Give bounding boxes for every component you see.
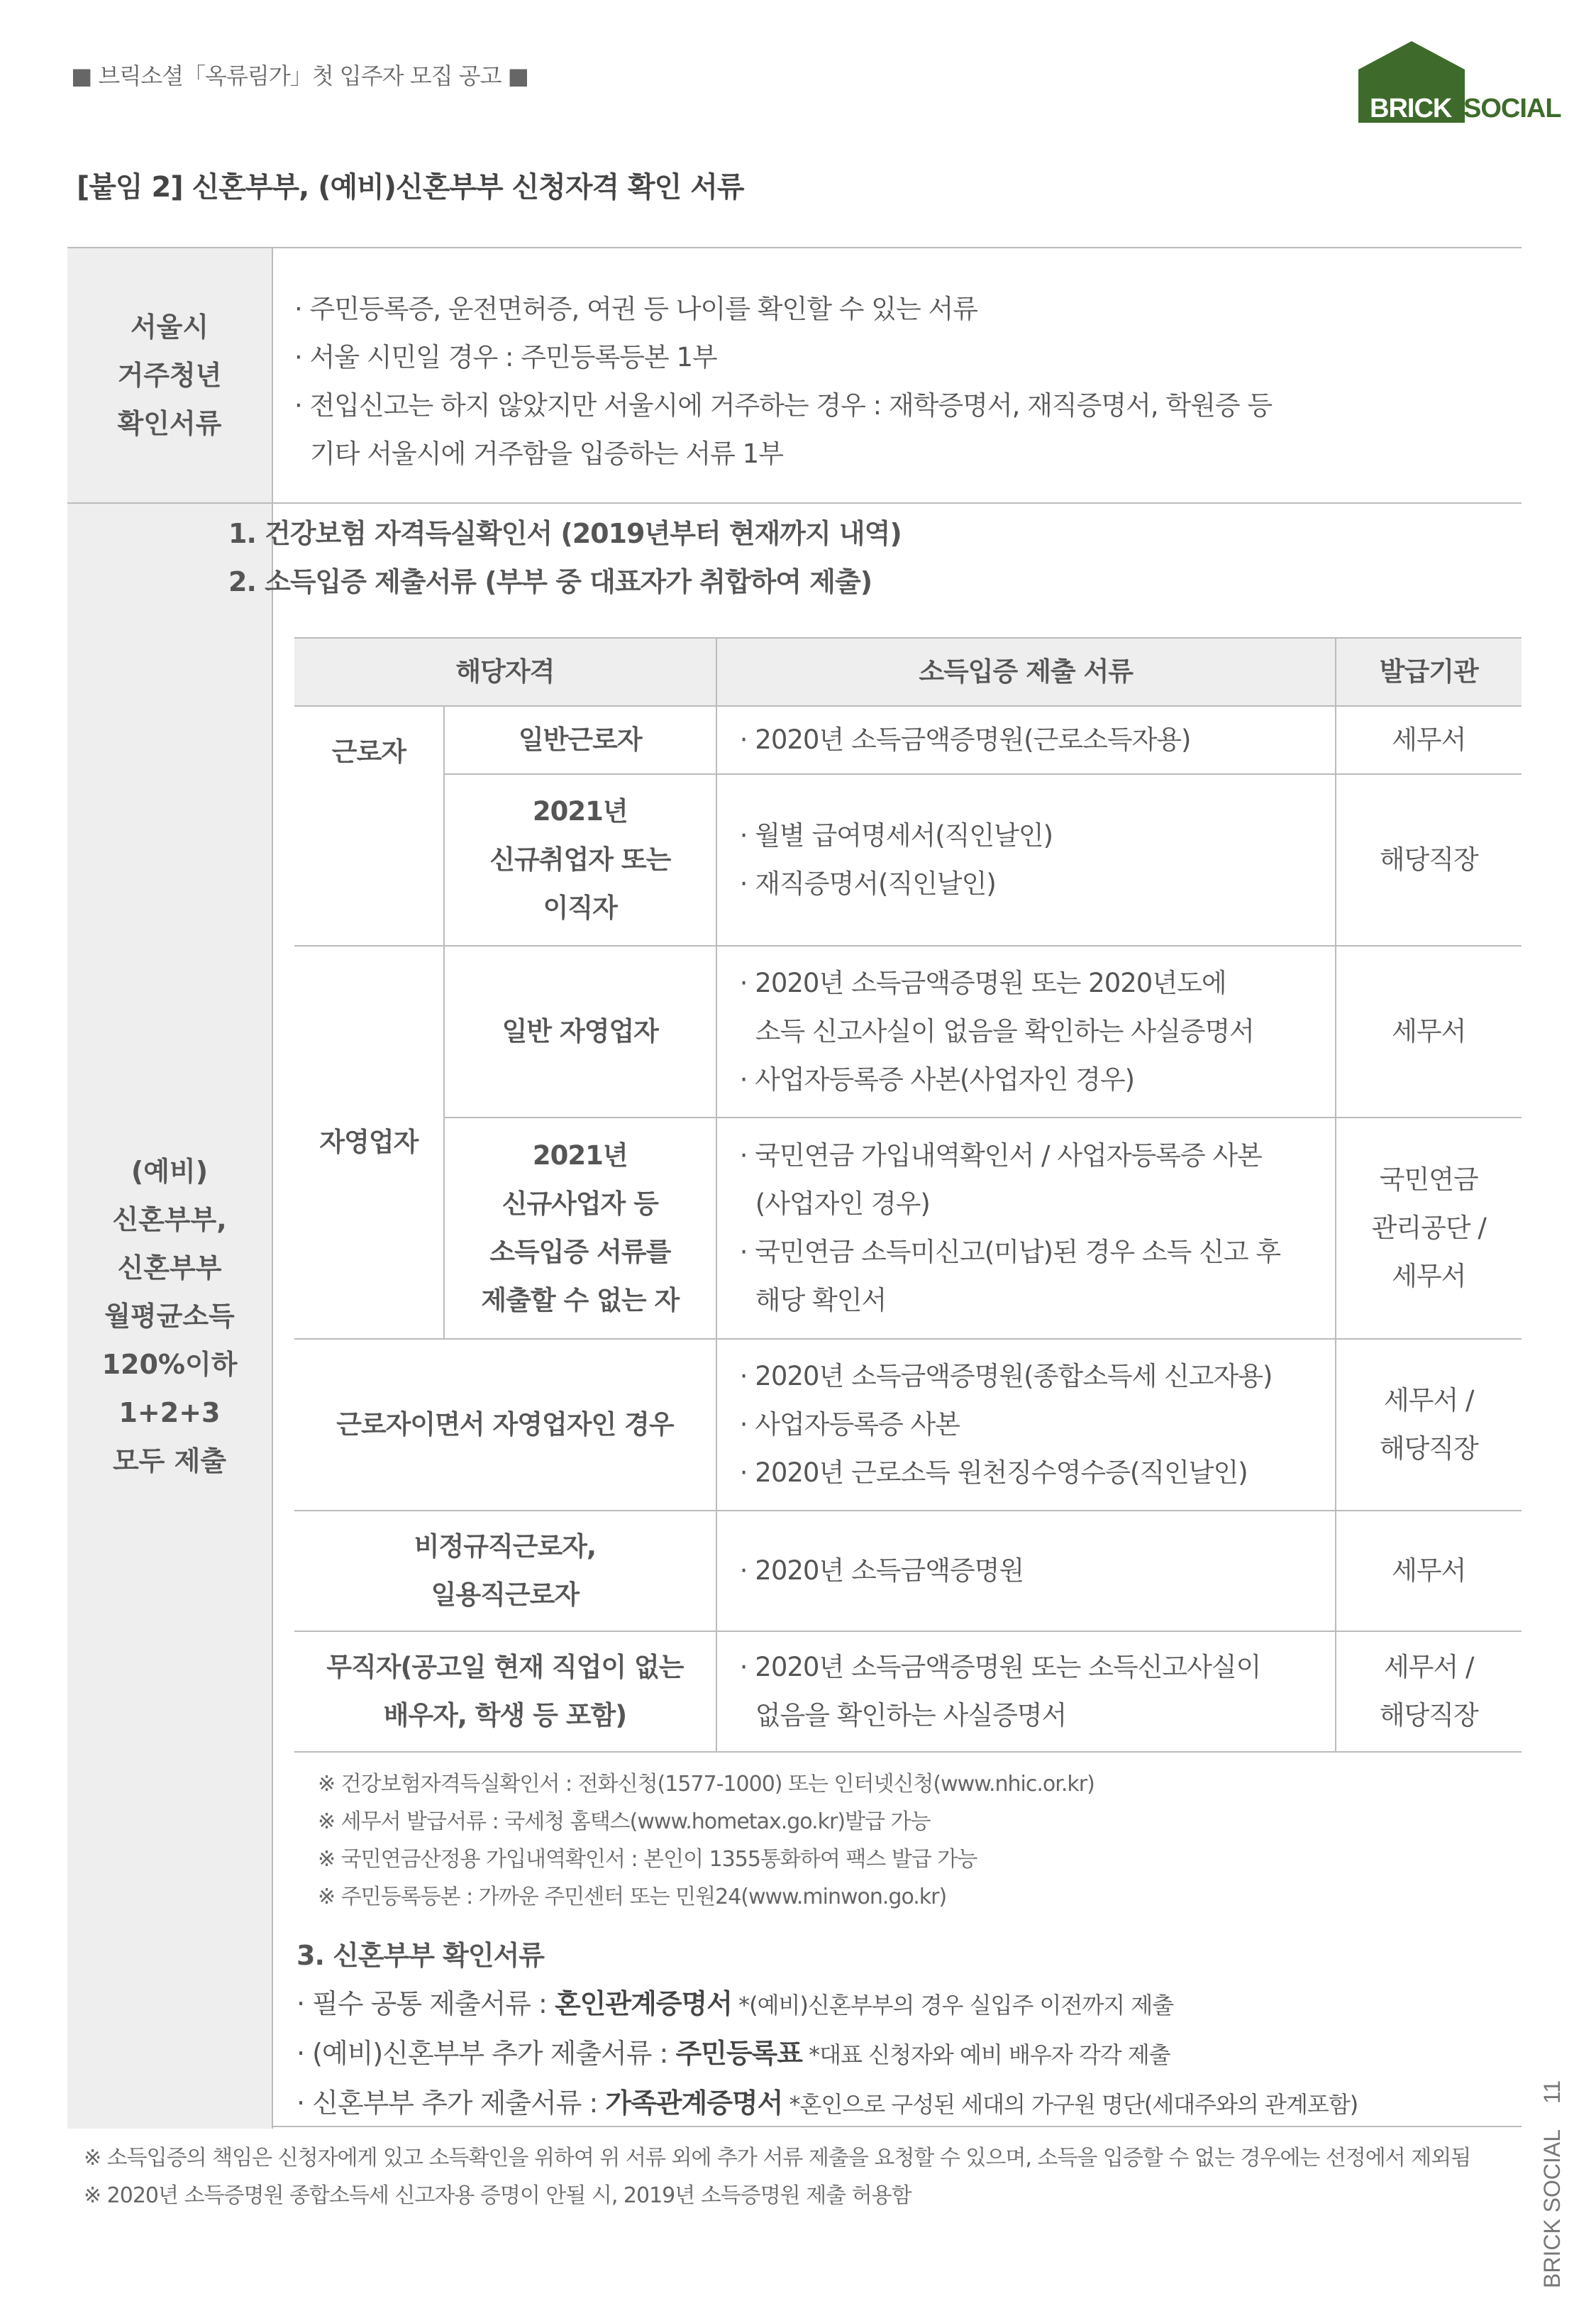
doc-item: · 서울 시민일 경우 : 주민등록등본 1부 [294, 342, 717, 373]
table-row [294, 1339, 1522, 1511]
label-line: 월평균소득 [104, 1301, 235, 1332]
docs-cell [716, 706, 1336, 774]
income-criteria-label [67, 504, 273, 2129]
footnotes [84, 2139, 1470, 2214]
line-text: · 필수 공통 제출서류 : [297, 1988, 555, 2019]
line-bold: 주민등록표 [675, 2038, 802, 2069]
self-employed-cell: 자영업자 [294, 946, 444, 1339]
cell-line: 해당직장 [1379, 1433, 1478, 1464]
doc-line: · 국민연금 소득미신고(미납)된 경우 소득 신고 후 [739, 1237, 1281, 1267]
doc-line: · 2020년 소득금액증명원(근로소득자용) [739, 724, 1191, 755]
doc-line: · 사업자등록증 사본(사업자인 경우) [739, 1064, 1135, 1095]
line-note: *(예비)신혼부부의 경우 실입주 이전까지 제출 [731, 1992, 1174, 2019]
doc-line: (사업자인 경우) [755, 1188, 930, 1219]
docs-cell [716, 774, 1336, 946]
doc-line: · 2020년 소득금액증명원(종합소득세 신고자용) [739, 1361, 1273, 1391]
docs-cell [716, 1339, 1336, 1511]
doc-line: · 사업자등록증 사본 [739, 1409, 960, 1440]
irregular-cell [294, 1511, 716, 1631]
required-docs-list [228, 509, 902, 606]
doc-line: 소득 신고사실이 없음을 확인하는 사실증명서 [755, 1016, 1254, 1047]
cell-line: 배우자, 학생 등 포함) [383, 1700, 627, 1731]
cell-line: 비정규직근로자, [414, 1531, 597, 1562]
line-text: · 신혼부부 추가 제출서류 : [297, 2087, 606, 2119]
table-row [294, 1118, 1522, 1339]
doc-line: · 국민연금 가입내역확인서 / 사업자등록증 사본 [739, 1140, 1262, 1171]
table-row [294, 1631, 1522, 1752]
cell-line: 일용직근로자 [431, 1579, 580, 1610]
table-row [294, 946, 1522, 1118]
side-brand-text: BRICK SOCIAL [1539, 2129, 1565, 2288]
issuer-cell: 세무서 [1336, 706, 1522, 774]
line-bold: 혼인관계증명서 [554, 1988, 732, 2019]
issuer-cell [1336, 1339, 1522, 1511]
cell-line: 이직자 [543, 893, 617, 923]
header-documents: 소득입증 제출 서류 [716, 638, 1336, 706]
line-text: · (예비)신혼부부 추가 제출서류 : [297, 2038, 676, 2069]
brick-social-logo [1358, 41, 1564, 126]
document-title: [붙임 2] 신혼부부, (예비)신혼부부 신청자격 확인 서류 [77, 171, 744, 204]
doc-line: · 2020년 소득금액증명원 [739, 1555, 1024, 1586]
header-qualification: 해당자격 [294, 638, 716, 706]
doc-line: 없음을 확인하는 사실증명서 [755, 1700, 1067, 1731]
cell-line: 제출할 수 없는 자 [481, 1285, 680, 1315]
table-row [294, 774, 1522, 946]
doc-item: 기타 서울시에 거주함을 입증하는 서류 1부 [310, 438, 783, 469]
cell-line: 무직자(공고일 현재 직업이 없는 [326, 1652, 684, 1682]
label-line: 120%이하 [101, 1349, 238, 1380]
docs-cell [716, 1118, 1336, 1339]
issuer-cell: 세무서 [1336, 1511, 1522, 1631]
cell-line: 세무서 / [1384, 1652, 1474, 1682]
doc-line: · 월별 급여명세서(직인날인) [739, 820, 1053, 851]
footnote-item: ※ 2020년 소득증명원 종합소득세 신고자용 증명이 안될 시, 2019년 소득증명원 제출 허용함 [84, 2183, 911, 2208]
cell-line: 신규취업자 또는 [489, 844, 671, 875]
doc-item: · 주민등록증, 운전면허증, 여권 등 나이를 확인할 수 있는 서류 [294, 294, 977, 324]
doc-line: 해당 확인서 [755, 1285, 887, 1315]
label-line: 신혼부부, [112, 1204, 227, 1235]
line-note: *대표 신청자와 예비 배우자 각각 제출 [802, 2041, 1170, 2068]
new-worker-cell [444, 774, 716, 946]
issuer-cell: 세무서 [1336, 946, 1522, 1118]
doc-item: · 전입신고는 하지 않았지만 서울시에 거주하는 경우 : 재학증명서, 재직증명서, 학원증 등 [294, 390, 1273, 421]
cell-line: 국민연금 [1379, 1164, 1478, 1195]
label-line: 거주청년 [117, 360, 222, 391]
table-header-row [294, 638, 1522, 706]
marriage-docs-section [297, 1931, 1358, 2129]
note-item: ※ 건강보험자격득실확인서 : 전화신청(1577-1000) 또는 인터넷신청(www.nhic.or.kr) [318, 1772, 1095, 1797]
label-line: 신혼부부 [117, 1252, 222, 1284]
seoul-residence-docs [273, 248, 1522, 504]
docs-cell [716, 1511, 1336, 1631]
logo-brick-text: BRICK [1370, 94, 1452, 123]
note-item: ※ 주민등록등본 : 가까운 주민센터 또는 민원24(www.minwon.go.kr) [318, 1885, 947, 1909]
marriage-doc-line [297, 1980, 1358, 2029]
worker-cell: 근로자 [294, 706, 444, 946]
note-item: ※ 세무서 발급서류 : 국세청 홈택스(www.hometax.go.kr)발급 가능 [318, 1809, 931, 1834]
page-number [1539, 2075, 1582, 2288]
marriage-doc-line [297, 2079, 1358, 2129]
both-cell: 근로자이면서 자영업자인 경우 [294, 1339, 716, 1511]
header-title: ■ 브릭소셜「옥류림가」첫 입주자 모집 공고 ■ [71, 62, 528, 89]
general-self-cell: 일반 자영업자 [444, 946, 716, 1118]
doc-line: · 2020년 근로소득 원천징수영수증(직인날인) [739, 1457, 1248, 1488]
unemployed-cell [294, 1631, 716, 1752]
logo-social-text: SOCIAL [1463, 94, 1561, 123]
docs-cell [716, 1631, 1336, 1752]
note-item: ※ 국민연금산정용 가입내역확인서 : 본인이 1355통화하여 팩스 발급 가능 [318, 1847, 977, 1872]
line-note: *혼인으로 구성된 세대의 가구원 명단(세대주와의 관계포함) [782, 2091, 1358, 2118]
income-proof-table [294, 637, 1522, 1753]
line-bold: 가족관계증명서 [605, 2087, 783, 2119]
cell-line: 해당직장 [1379, 1700, 1478, 1731]
notes-list [318, 1765, 1095, 1916]
cell-line: 세무서 [1392, 1261, 1466, 1291]
label-line: 서울시 [130, 311, 209, 343]
list-item: 1. 건강보험 자격득실확인서 (2019년부터 현재까지 내역) [228, 518, 902, 549]
docs-cell [716, 946, 1336, 1118]
table-row [294, 1511, 1522, 1631]
label-line: (예비) [131, 1156, 209, 1187]
cell-line: 신규사업자 등 [501, 1188, 658, 1219]
new-self-cell [444, 1118, 716, 1339]
label-line: 1+2+3 [118, 1397, 221, 1428]
cell-line: 세무서 / [1384, 1385, 1474, 1416]
list-item: 2. 소득입증 제출서류 (부부 중 대표자가 취합하여 제출) [228, 566, 872, 597]
footnote-item: ※ 소득입증의 책임은 신청자에게 있고 소득확인을 위하여 위 서류 외에 추가 서류 제출을 요청할 수 있으며, 소득을 입증할 수 없는 경우에는 선정에서 제외됨 [84, 2146, 1471, 2170]
cell-line: 2021년 [532, 796, 628, 827]
table-row [294, 706, 1522, 774]
general-worker-cell: 일반근로자 [444, 706, 716, 774]
cell-line: 소득입증 서류를 [489, 1237, 671, 1267]
header-issuer: 발급기관 [1336, 638, 1522, 706]
cell-line: 2021년 [532, 1140, 628, 1171]
issuer-cell: 해당직장 [1336, 774, 1522, 946]
label-line: 모두 제출 [112, 1445, 227, 1477]
issuer-cell [1336, 1631, 1522, 1752]
marriage-doc-line [297, 2029, 1358, 2079]
seoul-residence-label [67, 248, 273, 504]
section3-heading: 3. 신혼부부 확인서류 [297, 1940, 544, 1971]
cell-line: 관리공단 / [1371, 1213, 1486, 1243]
doc-line: · 2020년 소득금액증명원 또는 소득신고사실이 [739, 1652, 1261, 1682]
page-number-text: 11 [1539, 2080, 1565, 2104]
label-line: 확인서류 [117, 408, 222, 439]
issuer-cell [1336, 1118, 1522, 1339]
doc-line: · 재직증명서(직인날인) [739, 868, 996, 899]
doc-line: · 2020년 소득금액증명원 또는 2020년도에 [739, 968, 1226, 998]
